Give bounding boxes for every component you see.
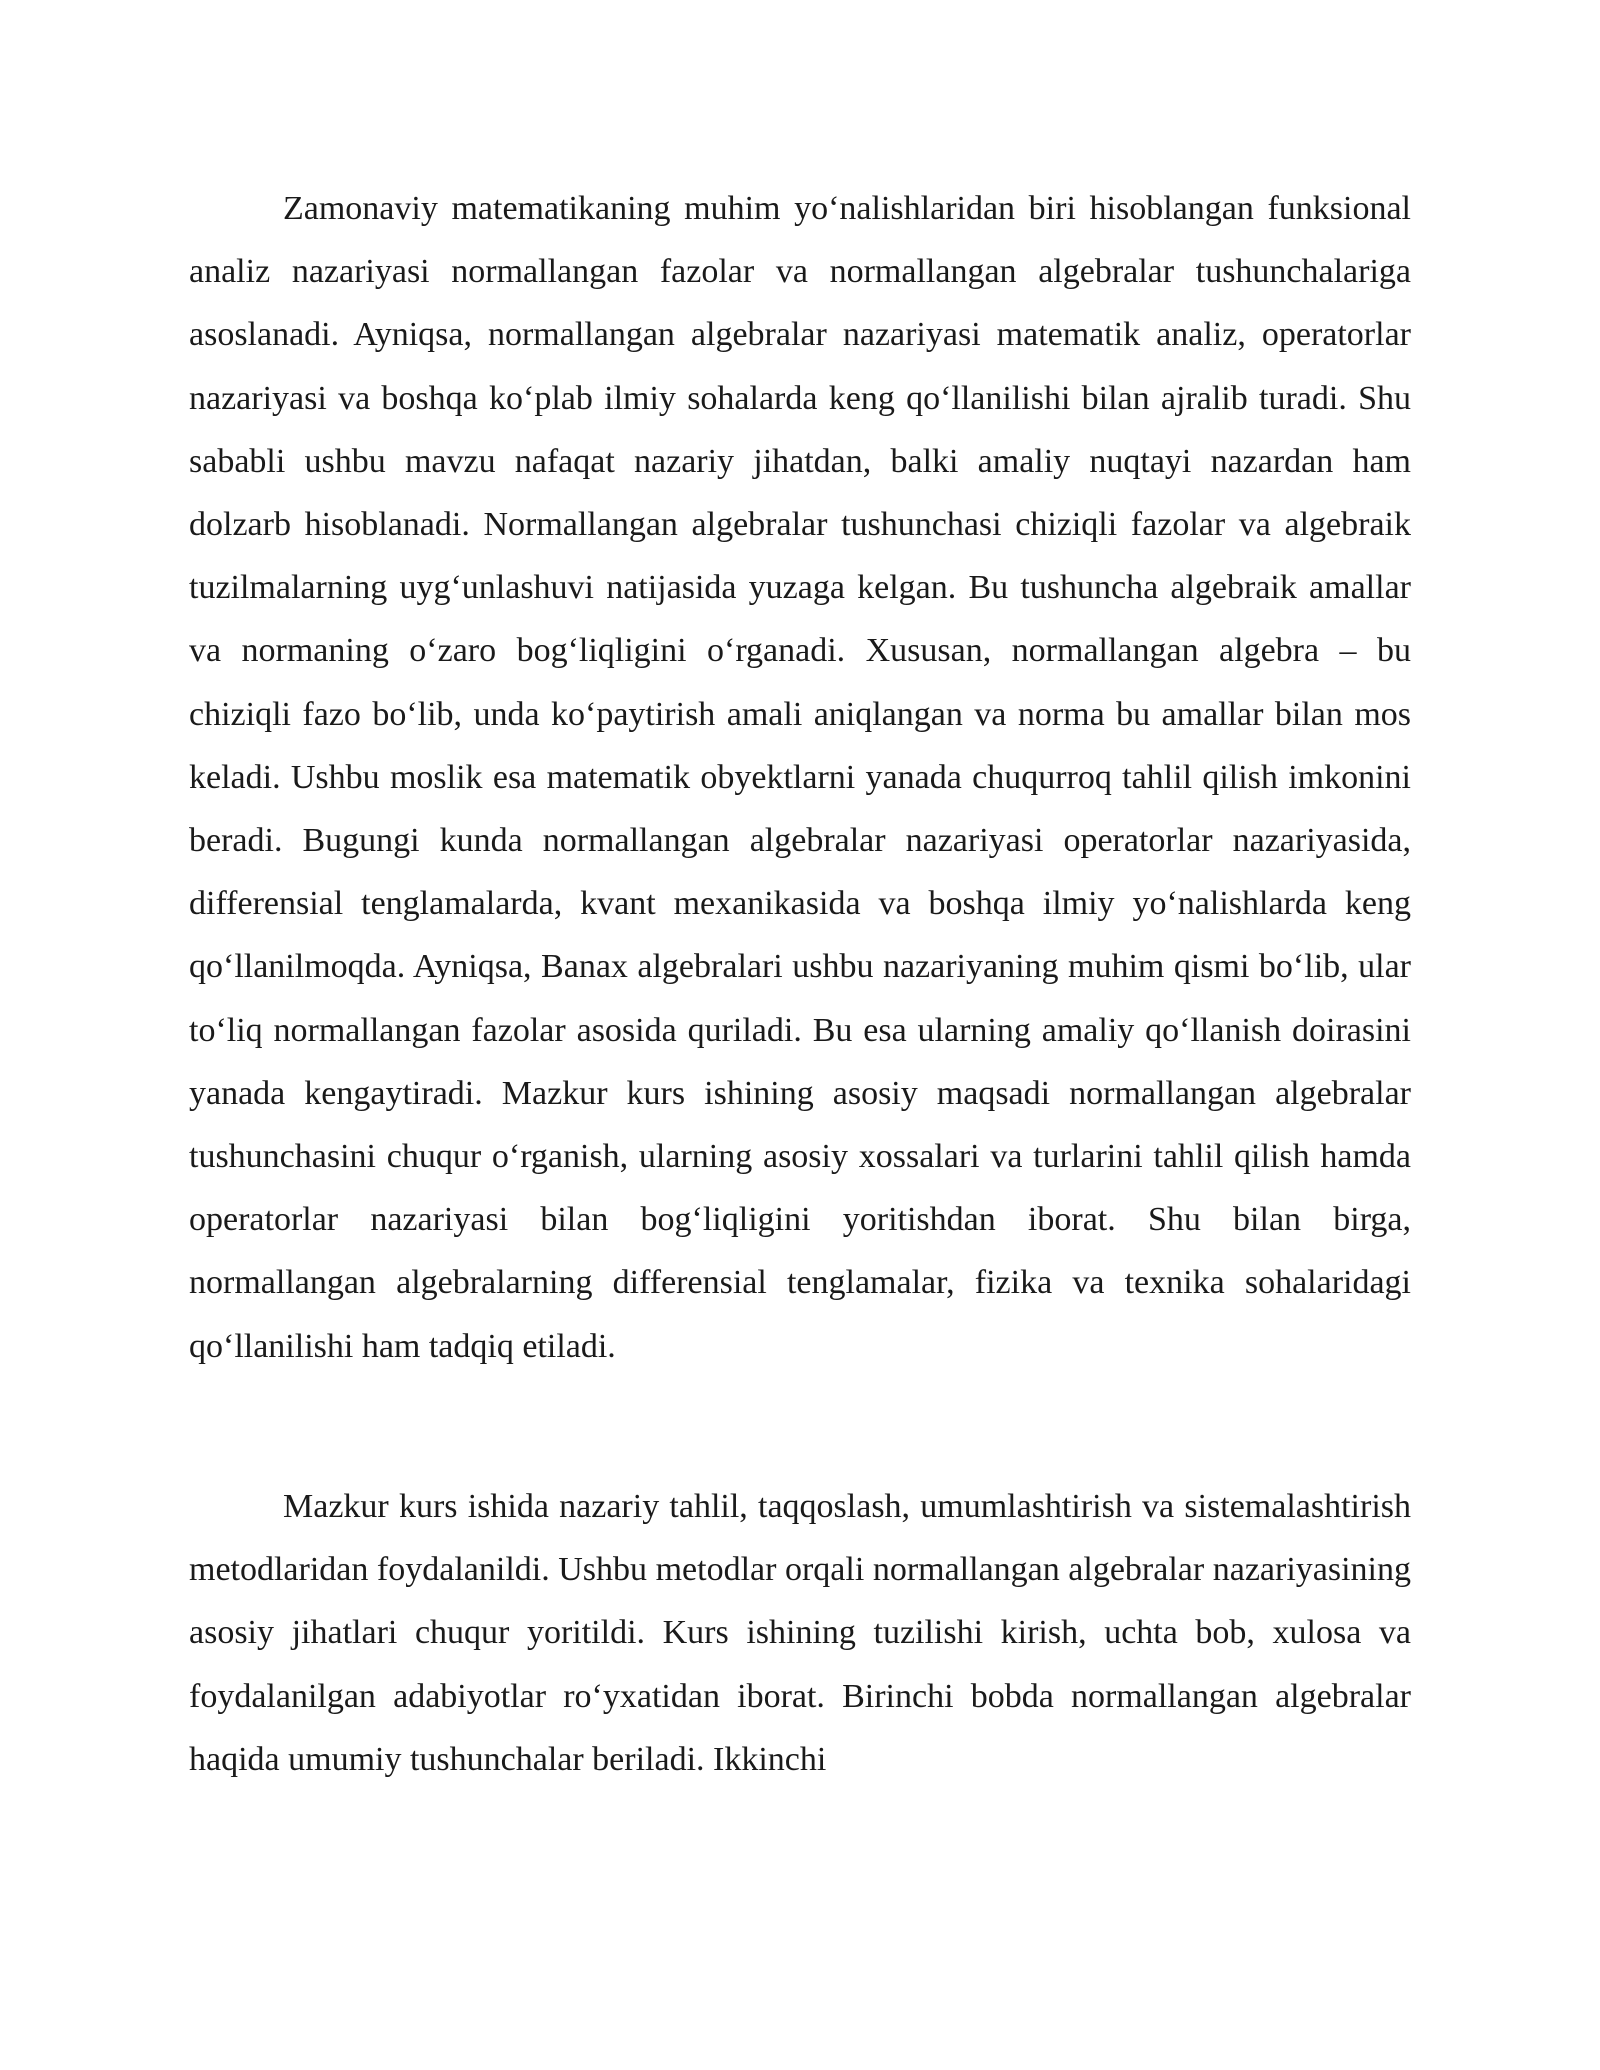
paragraph-text: Zamonaviy matematikaning muhim yo‘nalishlaridan biri hisoblangan funksional analiz nazariyasi normallangan fazolar va normallangan algebralar tushunchalariga asoslanadi. Ayniqsa, normallangan algebralar nazariyasi matematik analiz, operatorlar nazariyasi va boshqa ko‘plab ilmiy sohalarda keng qo‘llanilishi bilan ajralib turadi. Shu sababli ushbu mavzu nafaqat nazariy jihatdan, balki amaliy nuqtayi nazardan ham dolzarb hisoblanadi. Normallangan algebralar tushunchasi chiziqli fazolar va algebraik tuzilmalarning uyg‘unlashuvi natijasida yuzaga kelgan. Bu tushuncha algebraik amallar va normaning o‘zaro bog‘liqligini o‘rganadi. Xususan, normallangan algebra – bu chiziqli fazo bo‘lib, unda ko‘paytirish amali aniqlangan va norma bu amallar bilan mos keladi. Ushbu moslik esa matematik obyektlarni yanada chuqurroq tahlil qilish imkonini beradi. Bugungi kunda normallangan algebralar nazariyasi operatorlar nazariyasida, differensial tenglamalarda, kvant mexanikasida va boshqa ilmiy yo‘nalishlarda keng qo‘llanilmoqda. Ayniqsa, Banax algebralari ushbu nazariyaning muhim qismi bo‘lib, ular to‘liq normallangan fazolar asosida quriladi. Bu esa ularning amaliy qo‘llanish doirasini yanada kengaytiradi. Mazkur kurs ishining asosiy maqsadi normallangan algebralar tushunchasini chuqur o‘rganish, ularning asosiy xossalari va turlarini tahlil qilish hamda operatorlar nazariyasi bilan bog‘liqligini yoritishdan iborat. Shu bilan birga, normallangan algebralarning differensial tenglamalar, fizika va texnika sohalaridagi qo‘llanilishi ham tadqiq etiladi. — [189, 190, 1411, 1365]
paragraph-introduction — [189, 177, 1411, 1378]
paragraph-text: Mazkur kurs ishida nazariy tahlil, taqqoslash, umumlashtirish va sistemalashtirish metodlaridan foydalanildi. Ushbu metodlar orqali normallangan algebralar nazariyasining asosiy jihatlari chuqur yoritildi. Kurs ishining tuzilishi kirish, uchta bob, xulosa va foydalanilgan adabiyotlar ro‘yxatidan iborat. Birinchi bobda normallangan algebralar haqida umumiy tushunchalar beriladi. Ikkinchi — [189, 1488, 1411, 1778]
paragraph-methods — [189, 1475, 1411, 1791]
